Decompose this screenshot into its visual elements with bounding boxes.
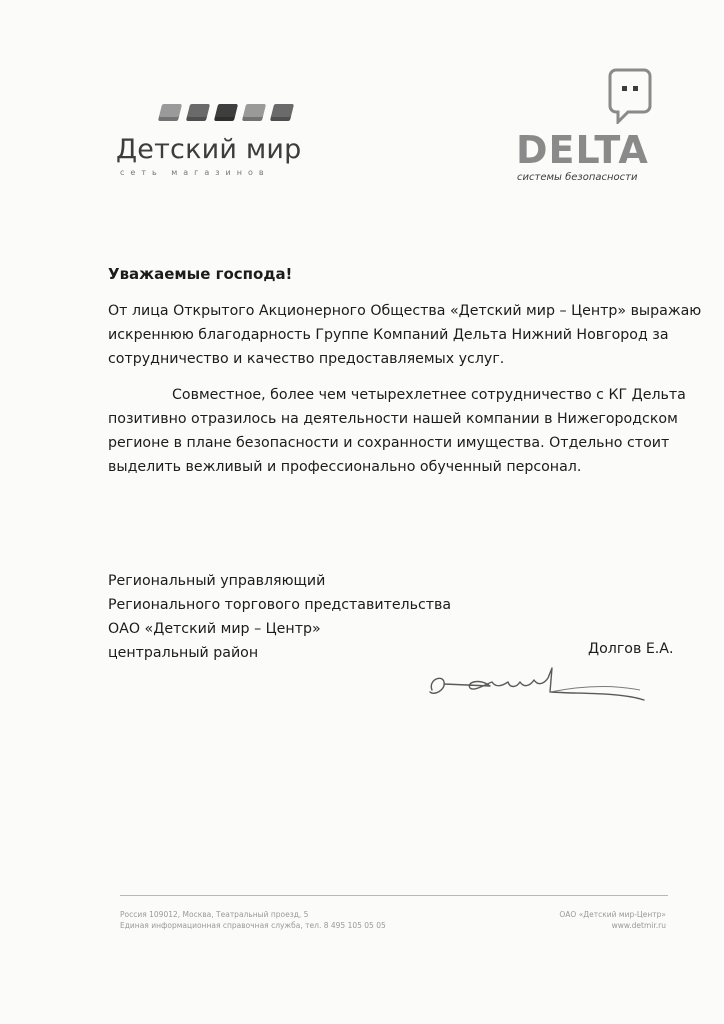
delta-logo-subtitle: системы безопасности bbox=[517, 172, 638, 183]
footer-company bbox=[559, 909, 666, 931]
footer-line: Единая информационная справочная служба, тел. 8 495 105 05 05 bbox=[120, 921, 386, 930]
delta-logo-title: DELTA bbox=[516, 128, 649, 172]
paragraph-line: искреннюю благодарность Группе Компаний Дельта Нижний Новгород за bbox=[108, 327, 669, 343]
signatory-line: центральный район bbox=[108, 645, 259, 661]
paragraph-line: регионе в плане безопасности и сохранности имущества. Отдельно стоит bbox=[108, 435, 670, 451]
detskiy-mir-logo-title: Детский мир bbox=[116, 134, 302, 165]
signatory-line: ОАО «Детский мир – Центр» bbox=[108, 621, 321, 637]
paragraph-line: выделить вежливый и профессионально обученный персонал. bbox=[108, 459, 582, 475]
handwritten-signature bbox=[420, 662, 660, 712]
paragraph-line: сотрудничество и качество предоставляемых услуг. bbox=[108, 351, 505, 367]
detskiy-mir-logo-subtitle: сеть магазинов bbox=[120, 168, 270, 177]
signatory-name: Долгов Е.А. bbox=[588, 641, 674, 657]
paragraph-line: позитивно отразилось на деятельности нашей компании в Нижегородском bbox=[108, 411, 678, 427]
footer-line: Россия 109012, Москва, Театральный проезд, 5 bbox=[120, 910, 309, 919]
signatory-line: Региональный управляющий bbox=[108, 573, 326, 589]
footer-line: www.detmir.ru bbox=[611, 921, 666, 930]
logo-blocks-icon bbox=[160, 104, 300, 125]
detskiy-mir-logo bbox=[112, 104, 322, 184]
paragraph-line: От лица Открытого Акционерного Общества «Детский мир – Центр» выражаю bbox=[108, 303, 702, 319]
chat-bubble-icon bbox=[608, 68, 652, 124]
letter-paragraph-2 bbox=[108, 383, 688, 479]
letter-paragraph-1 bbox=[108, 299, 702, 371]
letter-greeting: Уважаемые господа! bbox=[108, 265, 293, 283]
footer-divider bbox=[120, 895, 668, 896]
signatory-line: Регионального торгового представительства bbox=[108, 597, 452, 613]
signatory-title-block bbox=[108, 569, 451, 665]
footer-address bbox=[120, 909, 386, 931]
delta-logo bbox=[512, 68, 652, 188]
paragraph-line: Совместное, более чем четырехлетнее сотрудничество с КГ Дельта bbox=[172, 387, 686, 403]
footer-line: ОАО «Детский мир-Центр» bbox=[559, 910, 666, 919]
